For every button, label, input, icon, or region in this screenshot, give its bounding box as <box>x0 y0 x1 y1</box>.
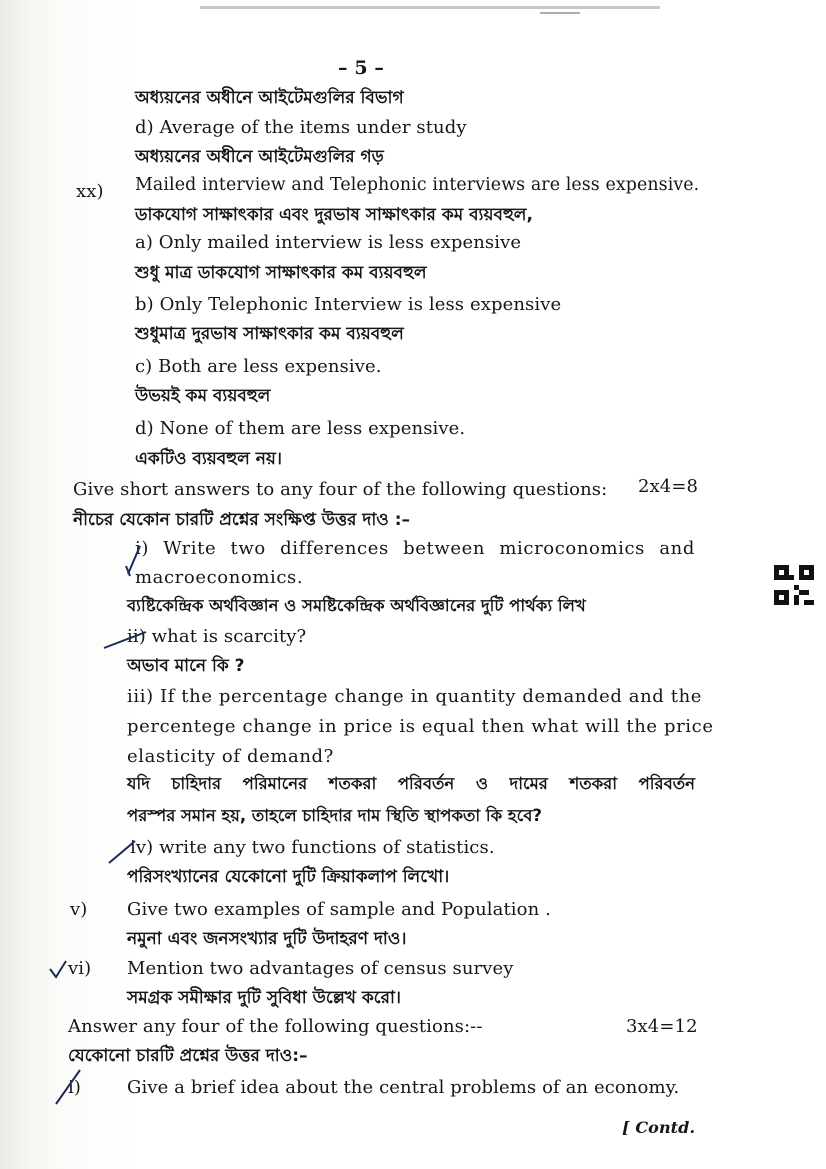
section3-heading: Answer any four of the following questions:-- <box>68 1016 483 1037</box>
question-iii-line1: iii) If the percentage change in quantity demanded and the <box>127 686 703 707</box>
option-d-bengali: অধ্যয়নের অধীনে আইটেমগুলির গড় <box>135 147 384 167</box>
option-c-text: c) Both are less expensive. <box>135 356 382 377</box>
question-number: xx) <box>76 181 104 202</box>
pen-tick-mark-vi <box>46 955 86 985</box>
option-a-bengali: শুধু মাত্র ডাকযোগ সাক্ষাৎকার কম ব্যয়বহুল <box>135 263 427 283</box>
page-number: – 5 – <box>338 57 384 79</box>
pen-strike-mark <box>100 622 150 662</box>
pen-strike-mark-iv <box>105 835 145 875</box>
section-heading-bengali: নীচের যেকোন চারটি প্রশ্নের সংক্ষিপ্ত উত্তর দাও :– <box>73 510 411 530</box>
question-iv: iv) write any two functions of statistics. <box>130 837 495 858</box>
option-d-text: d) Average of the items under study <box>135 117 467 138</box>
pen-strike-mark-i <box>50 1060 100 1110</box>
question-i-line1: i) Write two differences between microconomics and <box>135 538 695 559</box>
qr-code-icon <box>774 565 814 605</box>
question-v: Give two examples of sample and Population . <box>127 899 551 920</box>
question-text: Mailed interview and Telephonic interviews are less expensive. <box>135 175 700 195</box>
question-iii-line3: elasticity of demand? <box>127 746 334 767</box>
section3-heading-bengali: যেকোনো চারটি প্রশ্নের উত্তর দাও:– <box>68 1046 308 1066</box>
question-iii-line2: percentege change in price is equal then what will the price <box>127 716 714 737</box>
option-d-bengali-2: একটিও ব্যয়বহুল নয়। <box>135 449 282 469</box>
question-vi: Mention two advantages of census survey <box>127 958 514 979</box>
section-marks: 2x4=8 <box>638 476 699 497</box>
option-d-text-2: d) None of them are less expensive. <box>135 418 466 439</box>
question-v-bengali: নমুনা এবং জনসংখ্যার দুটি উদাহরণ দাও। <box>127 929 407 949</box>
question-ii: ii) what is scarcity? <box>127 626 307 647</box>
option-a-text: a) Only mailed interview is less expensive <box>135 232 522 253</box>
section3-marks: 3x4=12 <box>626 1016 698 1037</box>
question-i-line2: macroeconomics. <box>135 567 304 588</box>
question-iii-bengali-1: যদি চাহিদার পরিমানের শতকরা পরিবর্তন ও দামের শতকরা পরিবর্তন <box>127 774 695 793</box>
option-b-text: b) Only Telephonic Interview is less expensive <box>135 294 562 315</box>
question-bengali: ডাকযোগ সাক্ষাৎকার এবং দুরভাষ সাক্ষাৎকার কম ব্যয়বহুল, <box>135 205 533 225</box>
scan-edge-mark <box>540 12 580 14</box>
option-b-bengali: শুধুমাত্র দুরভাষ সাক্ষাৎকার কম ব্যয়বহুল <box>135 324 404 344</box>
question-vi-number: vi) <box>68 958 92 979</box>
option-c-bengali: অধ্যয়নের অধীনে আইটেমগুলির বিভাগ <box>135 88 404 108</box>
section-heading: Give short answers to any four of the following questions: <box>73 479 608 500</box>
scan-edge-line <box>200 6 660 9</box>
option-c-bengali-2: উভয়ই কম ব্যয়বহুল <box>135 386 271 406</box>
continued-note: [ Contd. <box>622 1118 696 1137</box>
section3-question-i-number: i) <box>68 1077 81 1098</box>
section3-question-i: Give a brief idea about the central problems of an economy. <box>127 1077 680 1098</box>
question-i-bengali: ব্যষ্টিকেন্দ্রিক অর্থবিজ্ঞান ও সমষ্টিকেন্দ্রিক অর্থবিজ্ঞানের দুটি পার্থক্য লিখ <box>127 596 586 615</box>
question-iii-bengali-2: পরস্পর সমান হয়, তাহলে চাহিদার দাম স্থিতি স্থাপকতা কি হবে? <box>127 806 542 825</box>
question-iv-bengali: পরিসংখ্যানের যেকোনো দুটি ক্রিয়াকলাপ লিখো। <box>127 867 450 887</box>
question-ii-bengali: অভাব মানে কি ? <box>127 656 245 676</box>
pen-tick-mark <box>100 532 160 592</box>
question-v-number: v) <box>70 899 88 920</box>
question-vi-bengali: সমগ্রক সমীক্ষার দুটি সুবিধা উল্লেখ করো। <box>127 988 401 1008</box>
